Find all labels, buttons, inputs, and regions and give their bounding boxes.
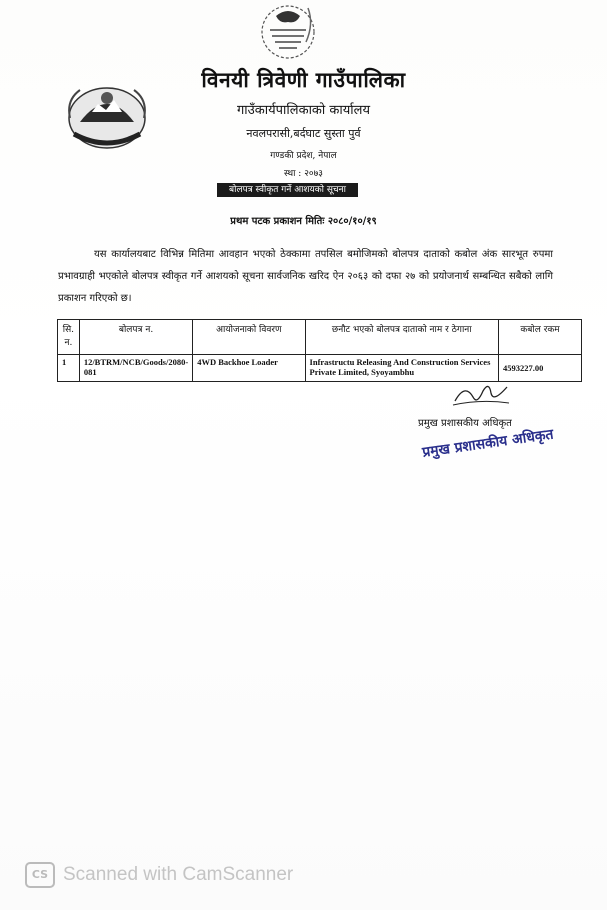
established-line: स्था : २०७३ [284,169,323,179]
bid-table [57,319,582,382]
camscanner-logo-icon: CS [25,862,55,888]
notice-body-paragraph: यस कार्यालयबाट विभिन्न मितिमा आवहान भएको ठेक्कामा तपसिल बमोजिमको बोलपत्र दाताको कबोल अंक सारभूत रुपमा प्रभावग्राही भएकोले बोलपत्र स्वीकृत गर्ने आशयको सूचना सार्वजनिक खरिद ऐन २०६३ को दफा २७ को प्रयोजनार्थ सम्बन्धित सबैको लागि प्रकाशन गरिएको छ। [58,249,553,304]
cell-bid-number: 12/BTRM/NCB/Goods/2080-081 [79,355,192,382]
handwritten-signature [451,381,511,407]
header-bid-amount: कबोल रकम [499,320,582,355]
official-title-stamp: प्रमुख प्रशासकीय अधिकृत [421,426,555,461]
camscanner-text: Scanned with CamScanner [63,864,294,885]
publication-date: प्रथम पटक प्रकाशन मितिः २०८०/१०/१९ [230,216,377,227]
cell-serial: 1 [58,355,80,382]
cell-bid-amount: 4593227.00 [499,355,582,382]
camscanner-watermark [25,862,293,888]
office-address: नवलपरासी,बर्दघाट सुस्ता पुर्व [246,127,361,140]
header-bidder-name-address: छनौट भएको बोलपत्र दाताको नाम र ठेगाना [305,320,499,355]
province-line: गण्डकी प्रदेश, नेपाल [270,151,337,161]
cell-project-description: 4WD Backhoe Loader [193,355,305,382]
table-row [58,355,582,382]
cell-bidder-name-address: Infrastructu Releasing And Construction Services Private Limited, Syoyambhu [305,355,499,382]
notice-title-banner: बोलपत्र स्वीकृत गर्ने आशयको सूचना [217,183,358,197]
office-name: गाउँकार्यपालिकाको कार्यालय [236,103,371,118]
municipality-name: विनयी त्रिवेणी गाउँपालिका [201,67,406,92]
bid-table-header-row [58,320,582,355]
signatory-title: प्रमुख प्रशासकीय अधिकृत [418,418,512,429]
header-bid-number: बोलपत्र न. [79,320,192,355]
office-seal-stamp [248,2,328,66]
header-serial: सि. न. [58,320,80,355]
header-project-description: आयोजनाको विवरण [193,320,305,355]
